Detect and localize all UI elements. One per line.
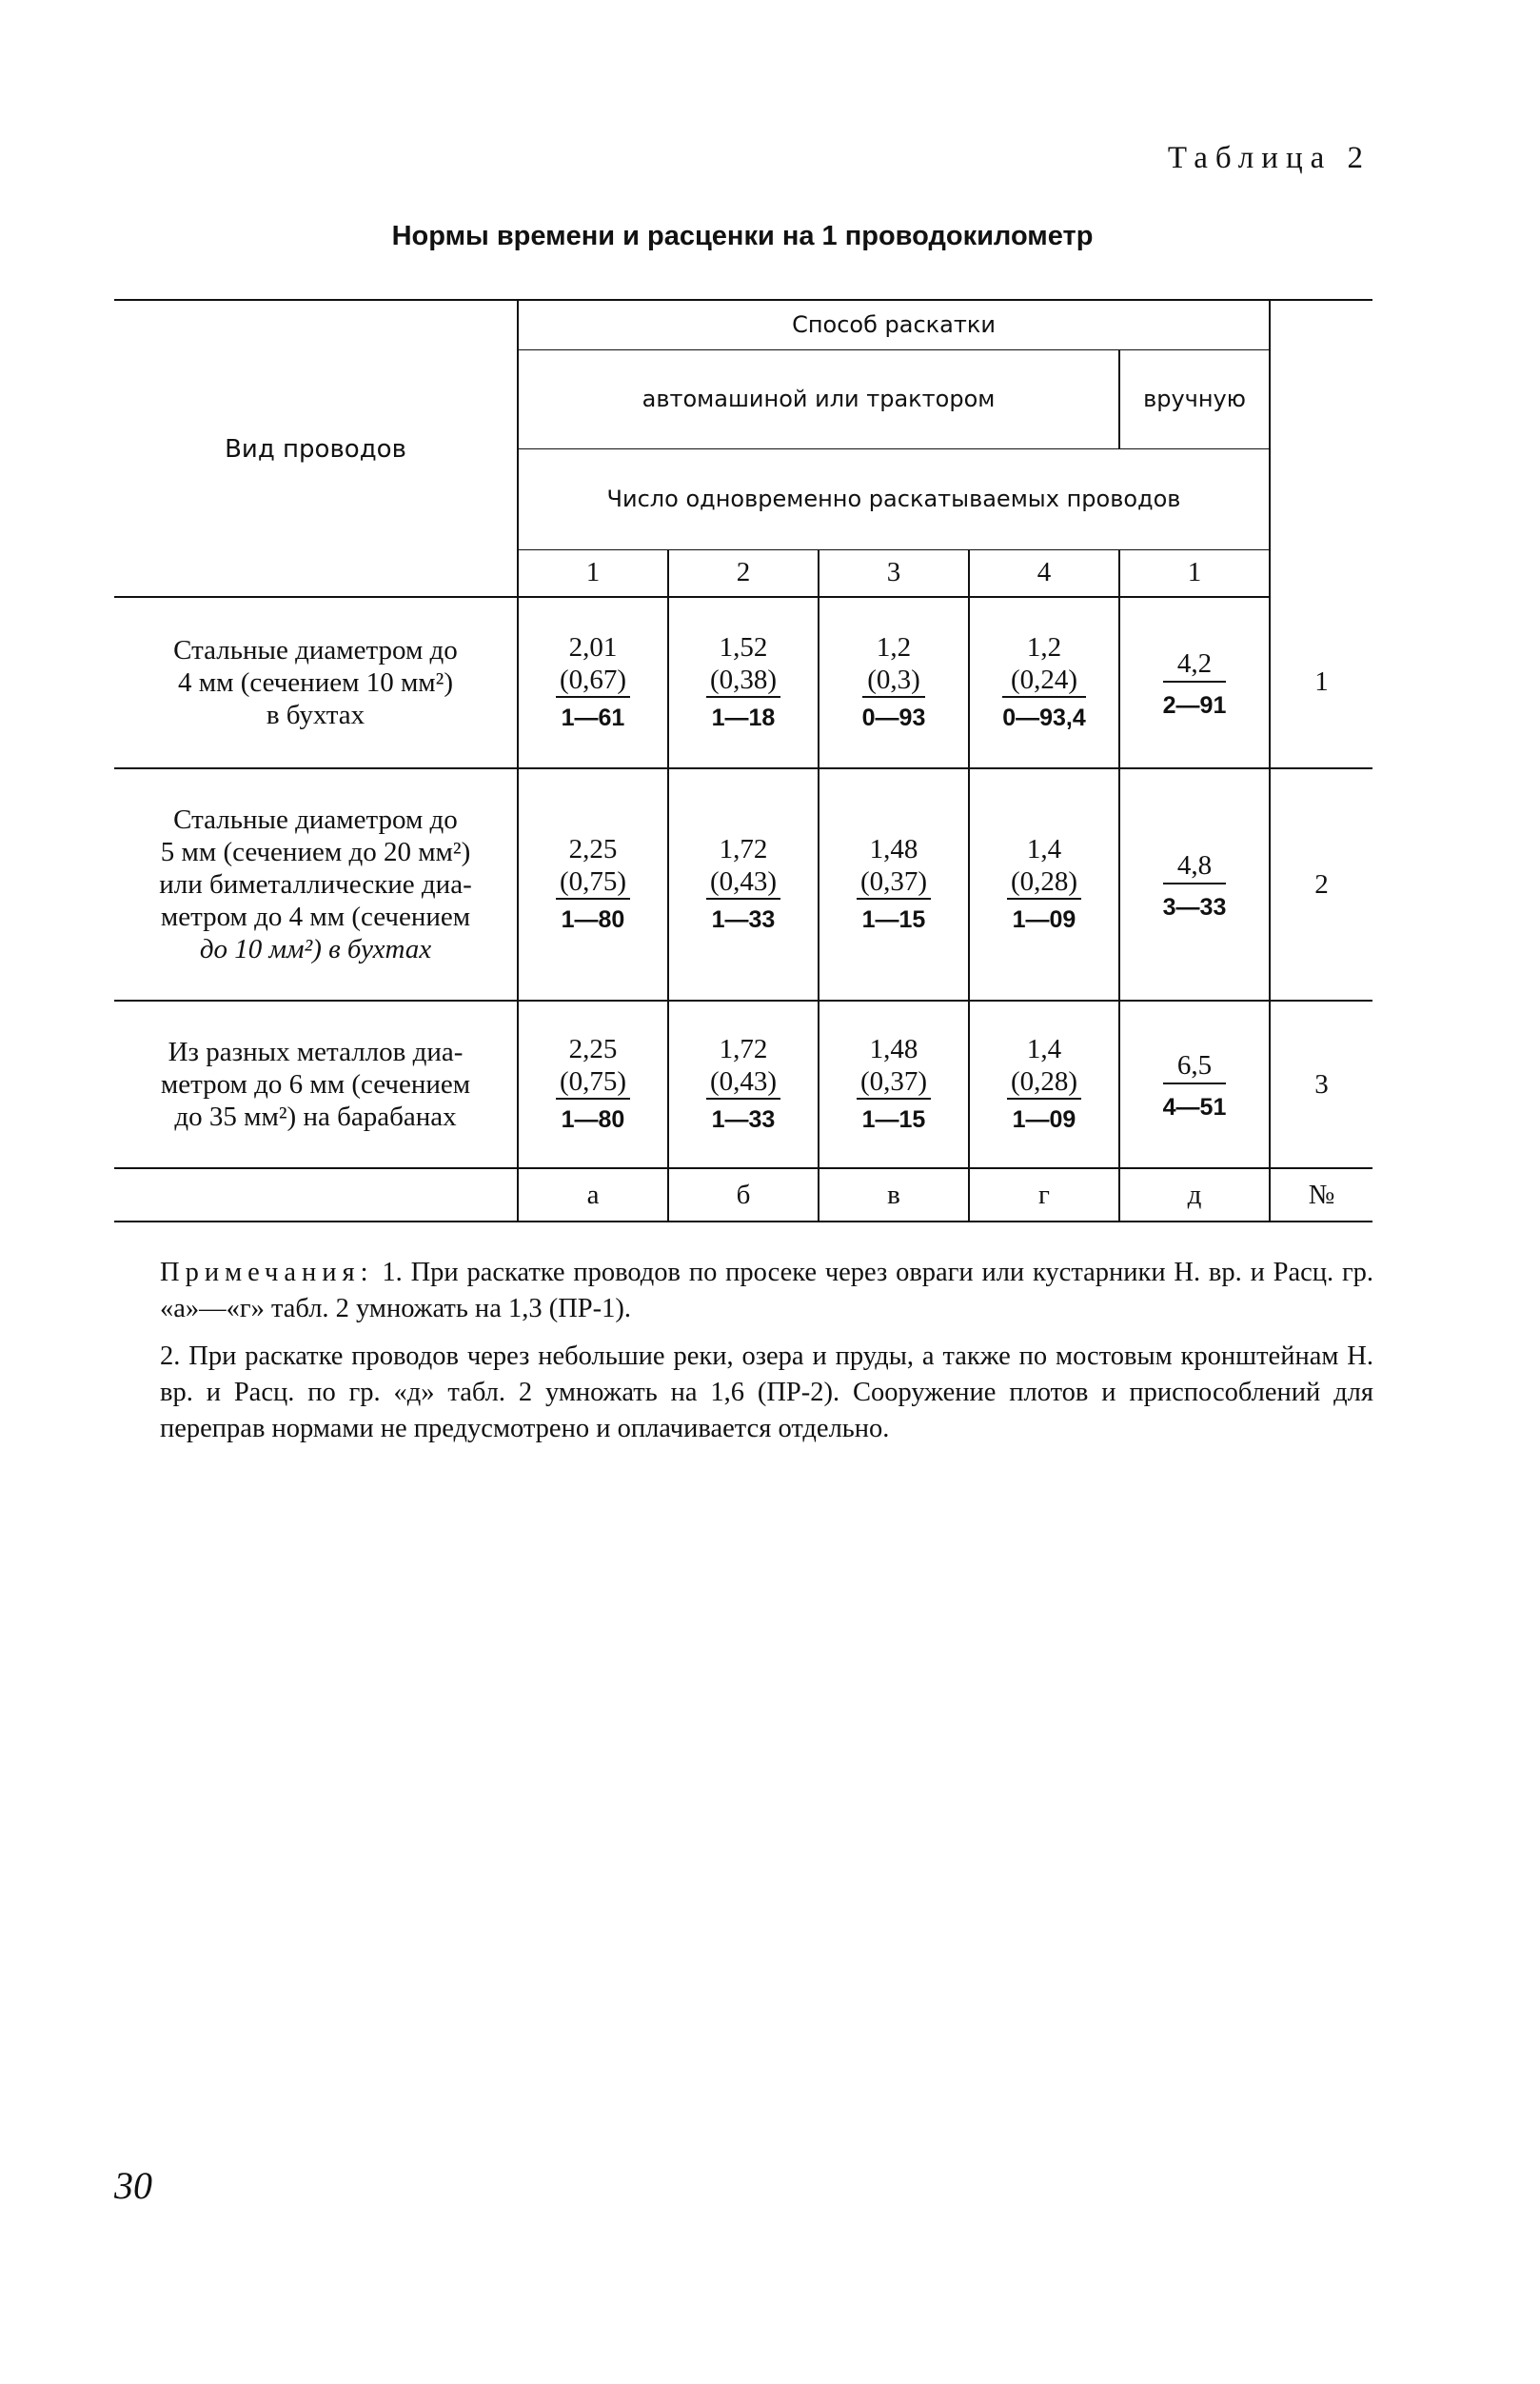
count-2: 2	[668, 549, 819, 597]
header-number-col	[1270, 300, 1372, 597]
rate-cell: 1,52 (0,38) 1—18	[668, 597, 819, 768]
norms-table	[114, 299, 1372, 1222]
count-1: 1	[518, 549, 668, 597]
count-3: 3	[819, 549, 969, 597]
footer-number-sign: №	[1270, 1168, 1372, 1222]
table-row	[114, 768, 1372, 1001]
count-4: 4	[969, 549, 1119, 597]
table-row	[114, 597, 1372, 768]
footer-letter: в	[819, 1168, 969, 1222]
header-wire-count: Число одновременно раскатываемых проводов	[518, 448, 1270, 549]
count-manual-1: 1	[1119, 549, 1270, 597]
header-method: Способ раскатки	[518, 300, 1270, 349]
row-number: 3	[1270, 1001, 1372, 1168]
manual-rate-cell: $\frac{6,5}{4—51}$	[1119, 1001, 1270, 1168]
footer-letter: а	[518, 1168, 668, 1222]
table-label: Таблица 2	[1167, 141, 1371, 175]
footer-letter: д	[1119, 1168, 1270, 1222]
table-title: Нормы времени и расценки на 1 проводокилометр	[391, 221, 1094, 251]
rate-cell: 1,48 (0,37) 1—15	[819, 768, 969, 1001]
row-description: Из разных металлов диа- метром до 6 мм (сечением до 35 мм²) на барабанах	[114, 1001, 518, 1168]
row-number: 2	[1270, 768, 1372, 1001]
notes	[160, 1255, 1373, 1459]
note-1: 1. При раскатке проводов по просеке через овраги или кустарники Н. вр. и Расц. гр. «а»—«г» табл. 2 умножать на 1,3 (ПР-1).	[160, 1258, 1374, 1323]
rate-cell: 1,2 (0,24) 0—93,4	[969, 597, 1119, 768]
rate-cell: 1,4 (0,28) 1—09	[969, 1001, 1119, 1168]
footer-letter: б	[668, 1168, 819, 1222]
page-number: 30	[114, 2164, 152, 2207]
rate-cell: 2,25 (0,75) 1—80	[518, 1001, 668, 1168]
table-row	[114, 1001, 1372, 1168]
manual-rate-cell: $\frac{4,8}{3—33}$	[1119, 768, 1270, 1001]
row-description: Стальные диаметром до 5 мм (сечением до 20 мм²) или биметаллические диа- метром до 4 мм (сечением до 10 мм²) в бухтах	[114, 768, 518, 1001]
rate-cell: 1,4 (0,28) 1—09	[969, 768, 1119, 1001]
header-method-manual: вручную	[1119, 349, 1270, 448]
rate-cell: 1,48 (0,37) 1—15	[819, 1001, 969, 1168]
rate-cell: 1,72 (0,43) 1—33	[668, 1001, 819, 1168]
header-wire-type: Вид проводов	[114, 300, 518, 597]
header-method-machine: автомашиной или трактором	[518, 349, 1119, 448]
row-number: 1	[1270, 597, 1372, 768]
rate-cell: 2,01 (0,67) 1—61	[518, 597, 668, 768]
rate-cell: 1,72 (0,43) 1—33	[668, 768, 819, 1001]
notes-label: Примечания:	[160, 1258, 374, 1287]
footer-letter: г	[969, 1168, 1119, 1222]
manual-rate-cell: $\frac{4,2}{2—91}$	[1119, 597, 1270, 768]
row-description: Стальные диаметром до 4 мм (сечением 10 мм²) в бухтах	[114, 597, 518, 768]
rate-cell: 2,25 (0,75) 1—80	[518, 768, 668, 1001]
footer-empty	[114, 1168, 518, 1222]
rate-cell: 1,2 (0,3) 0—93	[819, 597, 969, 768]
note-2: 2. При раскатке проводов через небольшие реки, озера и пруды, а также по мостовым кронштейнам Н. вр. и Расц. по гр. «д» табл. 2 умножать на 1,6 (ПР-2). Сооружение плотов и приспособлений для переправ нормами не предусмотрено и оплачивается отдельно.	[160, 1341, 1373, 1443]
